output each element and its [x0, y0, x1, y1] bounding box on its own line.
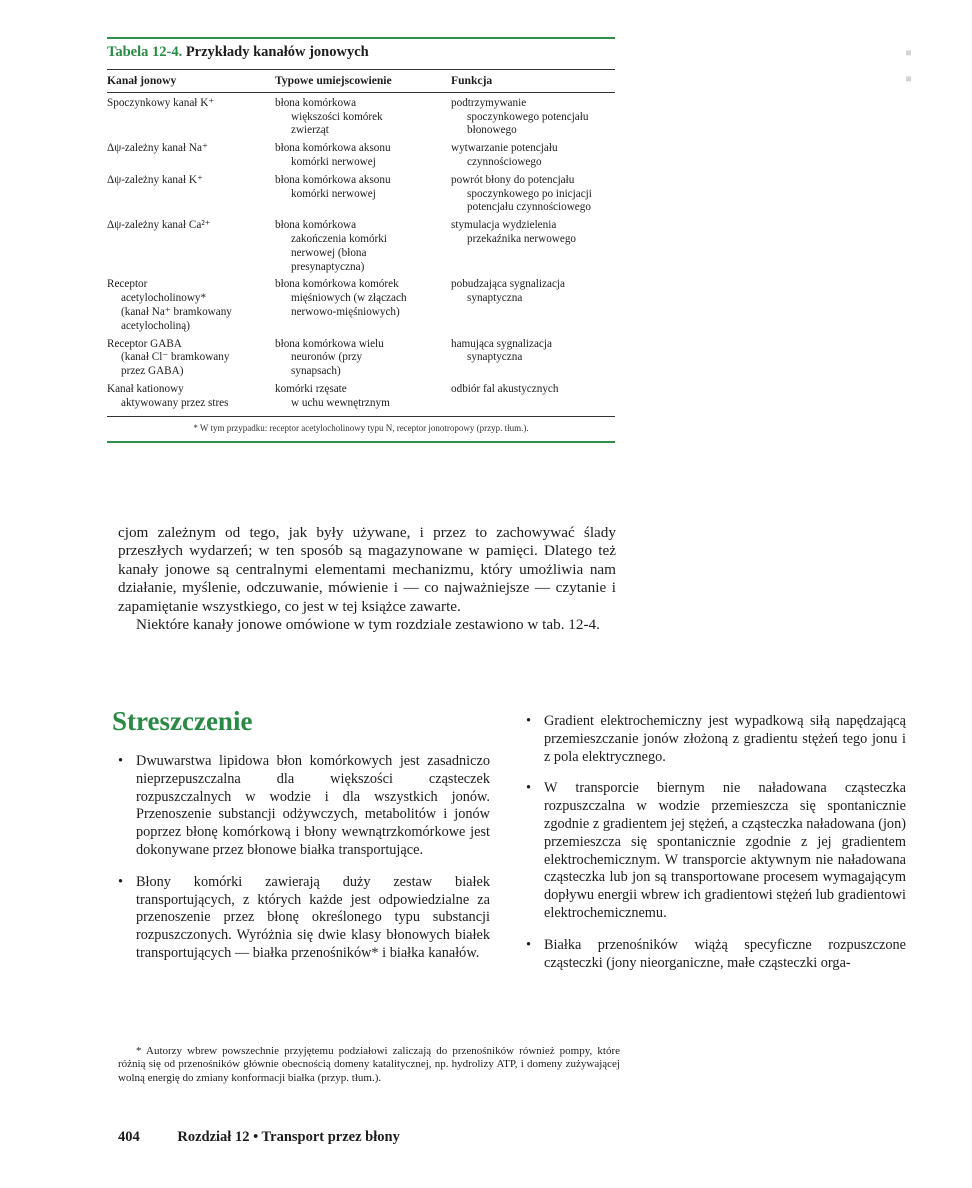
summary-bullet-item [526, 713, 906, 766]
cell-channel: Receptor acetylocholinowy* (kanał Na⁺ bramkowany acetylocholiną) [107, 278, 232, 332]
table-bottom-rule [107, 416, 615, 417]
table-end-rule [107, 441, 615, 443]
chapter-label: Rozdział 12 [177, 1129, 250, 1145]
table-row [107, 383, 615, 411]
table-grid [107, 70, 615, 411]
cell-function: wytwarzanie potencjału czynnościowego [451, 142, 558, 168]
paragraph: cjom zależnym od tego, jak były używane, i przez to zachowywać ślady przeszłych wydarzeń; w ten sposób są magazynowane w pamięci. Dlatego też kanały jonowe są centralnymi elementami mechanizmu, który umożliwia nam działanie, myślenie, odczuwanie, mówienie i — co najważniejsze — czytanie i zapamiętanie wszystkiego, co jest w tej książce zawarte. [118, 524, 616, 615]
cell-channel: Δψ-zależny kanał K⁺ [107, 173, 203, 186]
bullet-text: Dwuwarstwa lipidowa błon komórkowych jest zasadniczo nieprzepuszczalna dla większości cząsteczek rozpuszczalnych w wodzie i dla wszystkich jonów. Przenoszenie substancji odżywczych, metabolitów i jonów poprzez błonę komórkową i błony wewnątrzkomórkowe jest dokonywane przez błonowe białka transportujące. [136, 753, 490, 858]
header-location: Typowe umiejscowienie [275, 70, 451, 92]
cell-channel: Δψ-zależny kanał Na⁺ [107, 142, 208, 155]
footnote-text: * Autorzy wbrew powszechnie przyjętemu podziałowi zaliczają do przenośników również pompy, które różnią się od przenośników głównie obecnością domeny katalitycznej, np. hydrolizy ATP, i domeny zużywającej wolną energię do zmiany konformacji białka (przyp. tłum.). [118, 1045, 620, 1084]
table-row [107, 97, 615, 138]
table-header-row [107, 70, 615, 92]
bleed-through-ghost: ▪ [905, 68, 913, 90]
cell-location: błona komórkowa większości komórek zwierząt [275, 96, 383, 137]
summary-heading: Streszczenie [112, 706, 253, 736]
table-caption: Przykłady kanałów jonowych [185, 44, 369, 60]
cell-function: podtrzymywanie spoczynkowego potencjału błonowego [451, 96, 589, 137]
bullet-mark: • [118, 753, 124, 769]
summary-right-column [526, 713, 906, 986]
bullet-mark: • [526, 780, 532, 797]
cell-function: hamująca sygnalizacja synaptyczna [451, 337, 552, 364]
cell-location: błona komórkowa aksonu komórki nerwowej [275, 142, 391, 168]
bullet-text: Gradient elektrochemiczny jest wypadkową siłą napędzającą przemieszczanie jonów złożoną z gradientu stężeń tego jonu i z pola elektrycznego. [544, 713, 906, 765]
table-row [107, 338, 615, 379]
ion-channel-table [107, 37, 615, 443]
paragraph: Niektóre kanały jonowe omówione w tym rozdziale zestawiono w tab. 12-4. [136, 616, 600, 634]
table-title [107, 44, 615, 61]
cell-function: odbiór fal akustycznych [451, 382, 559, 395]
bleed-through-ghost: ▪ [905, 42, 913, 64]
cell-function: powrót błony do potencjału spoczynkowego po inicjacji potencjału czynnościowego [451, 173, 592, 214]
page-footnote [118, 1045, 620, 1085]
cell-location: błona komórkowa wielu neuronów (przy synapsach) [275, 337, 384, 378]
bullet-mark: • [118, 873, 124, 890]
page-number: 404 [118, 1129, 140, 1145]
summary-bullet-item [526, 937, 906, 973]
cell-location: błona komórkowa aksonu komórki nerwowej [275, 173, 391, 200]
cell-location: komórki rzęsate w uchu wewnętrznym [275, 382, 390, 409]
cell-function: stymulacja wydzielenia przekaźnika nerwowego [451, 219, 577, 245]
footer-separator: • [253, 1129, 259, 1145]
summary-bullet-item [118, 753, 490, 860]
header-channel: Kanał jonowy [107, 70, 275, 92]
table-row [107, 219, 615, 274]
bullet-text: W transporcie biernym nie naładowana cząsteczka rozpuszczalna w wodzie przemieszcza się spontanicznie zgodnie z gradientem jej stężeń, a cząsteczka naładowana (jon) przemieszcza się spontanicznie zgodnie z jej gradientem elektrochemicznym. W transporcie aktywnym nie naładowana cząsteczka lub jon są transportowane procesem wymagającym dopływu energii wbrew ich gradientowi stężeń lub gradientowi elektrochemicznemu. [544, 780, 906, 921]
cell-channel: Kanał kationowy aktywowany przez stres [107, 382, 229, 409]
page-footer [118, 1129, 400, 1146]
cell-location: błona komórkowa komórek mięśniowych (w złączach nerwowo-mięśniowych) [275, 278, 407, 318]
table-row [107, 142, 615, 170]
chapter-title: Transport przez błony [261, 1129, 400, 1145]
bullet-text: Błony komórki zawierają duży zestaw białek transportujących, z których każde jest odpowiedzialne za przenoszenie przez błonę określonego typu substancji rozpuszczonych. Wyróżnia się dwie klasy błonowych białek transportujących — białka przenośników* i białka kanałów. [136, 873, 490, 961]
bullet-text: Białka przenośników wiążą specyficzne rozpuszczone cząsteczki (jony nieorganiczne, małe cząsteczki orga- [544, 936, 906, 971]
table-row [107, 174, 615, 215]
header-function: Funkcja [451, 70, 615, 92]
cell-channel: Δψ-zależny kanał Ca²⁺ [107, 219, 211, 232]
summary-left-column [118, 753, 490, 977]
body-text [118, 524, 616, 634]
summary-bullet-item [118, 874, 490, 963]
cell-function: pobudzająca sygnalizacja synaptyczna [451, 278, 565, 305]
table-row [107, 278, 615, 333]
cell-channel: Receptor GABA (kanał Cl⁻ bramkowany przez GABA) [107, 337, 230, 378]
cell-channel: Spoczynkowy kanał K⁺ [107, 96, 215, 109]
table-footnote: * W tym przypadku: receptor acetylocholinowy typu N, receptor jonotropowy (przyp. tłum.). [193, 422, 529, 433]
bullet-mark: • [526, 713, 532, 729]
table-label: Tabela 12-4. [107, 44, 183, 60]
cell-location: błona komórkowa zakończenia komórki nerwowej (błona presynaptyczna) [275, 219, 387, 273]
table-top-rule [107, 37, 615, 39]
summary-bullet-item [526, 780, 906, 922]
bullet-mark: • [526, 936, 532, 953]
